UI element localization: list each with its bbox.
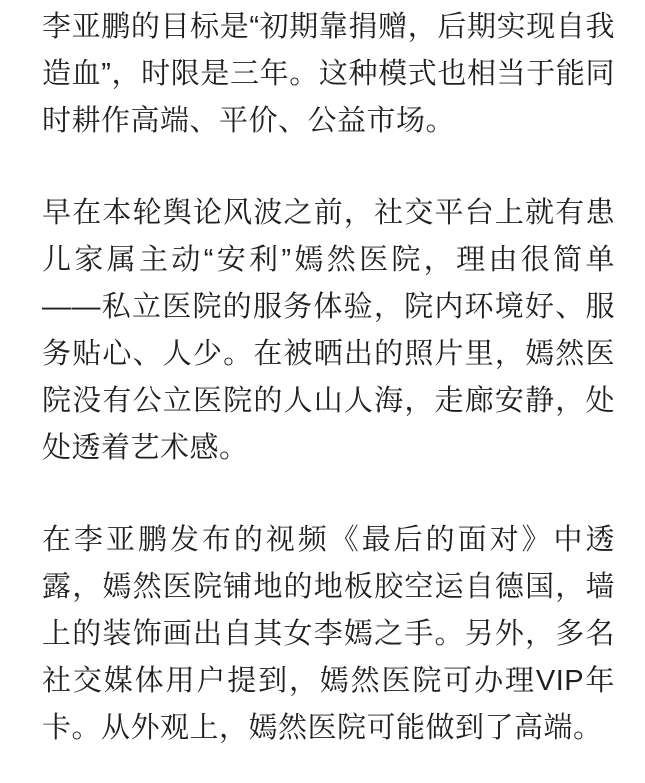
- text-line: 务贴心、人少。在被晒出的照片里，嫣然医: [42, 338, 615, 370]
- text-line: 院没有公立医院的人山人海，走廊安静，处: [42, 385, 615, 417]
- text-line: 早在本轮舆论风波之前，社交平台上就有患: [42, 197, 615, 229]
- text-line: 上的装饰画出自其女李嫣之手。另外，多名: [42, 618, 615, 650]
- paragraph: [42, 517, 615, 752]
- text-line: 时耕作高端、平价、公益市场。: [42, 105, 456, 137]
- text-line: 卡。从外观上，嫣然医院可能做到了高端。: [42, 712, 603, 744]
- paragraph: [42, 190, 615, 472]
- text-line: 处透着艺术感。: [42, 432, 249, 464]
- text-line: 造血”，时限是三年。这种模式也相当于能同: [42, 58, 615, 90]
- text-line: 儿家属主动“安利”嫣然医院，理由很简单: [42, 244, 615, 276]
- text-line: 李亚鹏的目标是“初期靠捐赠，后期实现自我: [42, 11, 615, 43]
- text-line: ——私立医院的服务体验，院内环境好、服: [42, 291, 615, 323]
- text-line: 露，嫣然医院铺地的地板胶空运自德国，墙: [42, 571, 615, 603]
- text-line: 社交媒体用户提到，嫣然医院可办理VIP年: [42, 665, 615, 697]
- paragraph: [42, 4, 615, 145]
- text-line: 在李亚鹏发布的视频《最后的面对》中透: [42, 524, 615, 556]
